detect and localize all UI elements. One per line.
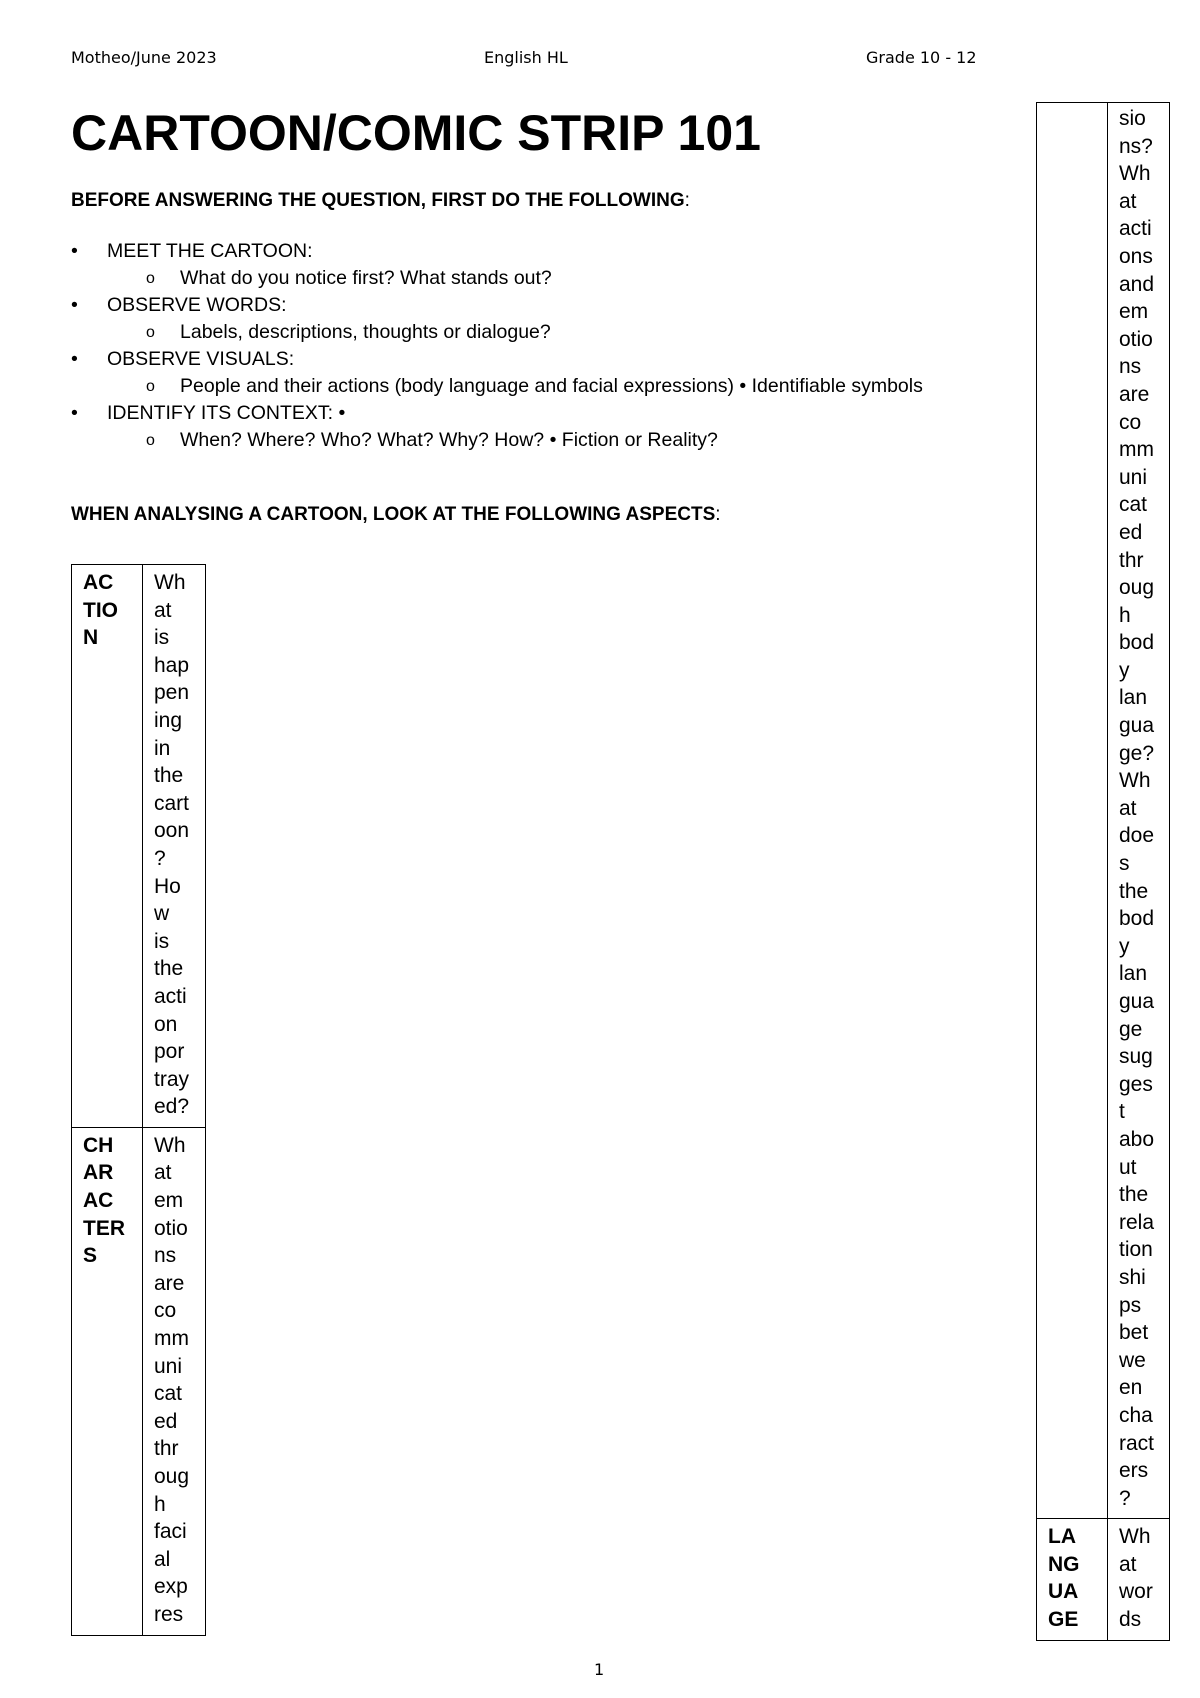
cell-line: por xyxy=(154,1040,185,1064)
characters-continued-lines xyxy=(1119,105,1158,1512)
cell-line: on xyxy=(154,1012,178,1036)
cell-line: we xyxy=(1119,1348,1146,1372)
cell-line: LA xyxy=(1048,1525,1076,1549)
step-label: OBSERVE WORDS: xyxy=(107,294,287,316)
cell-line: uni xyxy=(154,1354,183,1378)
cell-line: oon xyxy=(154,819,190,843)
aspects-table-left xyxy=(71,564,206,1636)
cell-line: sug xyxy=(1119,1045,1153,1069)
cell-line: res xyxy=(154,1602,184,1626)
cell-line: tion xyxy=(1119,1238,1153,1262)
cell-line: Wh xyxy=(154,1133,186,1157)
cell-line: the xyxy=(1119,1183,1149,1207)
cell-line: gua xyxy=(1119,714,1155,738)
aspects-table-right xyxy=(1036,102,1170,1641)
action-label xyxy=(72,565,143,1128)
cell-line: at xyxy=(154,598,172,622)
cell-line: ns xyxy=(1119,355,1142,379)
characters-label-lines xyxy=(83,1132,131,1270)
cell-line: ns? xyxy=(1119,134,1153,158)
page-title: CARTOON/COMIC STRIP 101 xyxy=(71,105,761,161)
cell-line: CH xyxy=(83,1133,114,1157)
cell-line: exp xyxy=(154,1575,188,1599)
table-row-characters-continued xyxy=(1037,103,1170,1519)
cell-line: TER xyxy=(83,1216,125,1240)
step-detail: o What do you notice first? What stands out? xyxy=(71,265,923,292)
step-label: MEET THE CARTOON: xyxy=(107,240,313,262)
cell-line: otio xyxy=(1119,327,1153,351)
table-row-language xyxy=(1037,1519,1170,1640)
cell-line: ons xyxy=(1119,244,1153,268)
page-number: 1 xyxy=(594,1660,605,1679)
cell-line: ing xyxy=(154,708,183,732)
table-row-action xyxy=(72,565,206,1128)
action-label-lines xyxy=(83,569,131,652)
analysing-heading: WHEN ANALYSING A CARTOON, LOOK AT THE FOLLOWING ASPECTS: xyxy=(71,504,721,525)
cell-line: h xyxy=(154,1492,166,1516)
cell-line: acti xyxy=(1119,217,1152,241)
cell-line: co xyxy=(1119,410,1142,434)
cell-line: t xyxy=(1119,1100,1125,1124)
list-item xyxy=(71,238,923,292)
characters-text xyxy=(143,1127,206,1635)
cell-line: bod xyxy=(1119,907,1155,931)
cell-line: ? xyxy=(1119,1486,1131,1510)
cell-line: em xyxy=(1119,300,1149,324)
cell-line: uni xyxy=(1119,465,1148,489)
header-center: English HL xyxy=(484,48,568,67)
cell-line: lan xyxy=(1119,962,1148,986)
table-row-characters xyxy=(72,1127,206,1635)
cell-line: h xyxy=(1119,603,1131,627)
cell-line: doe xyxy=(1119,824,1155,848)
cell-line: in xyxy=(154,736,171,760)
cell-line: hap xyxy=(154,653,190,677)
cell-line: s xyxy=(1119,852,1130,876)
cell-line: GE xyxy=(1048,1608,1079,1632)
cell-line: pen xyxy=(154,681,190,705)
cell-line: gua xyxy=(1119,990,1155,1013)
action-text-lines xyxy=(154,569,194,1121)
cell-line: Wh xyxy=(154,571,186,594)
cell-line: tray xyxy=(154,1067,190,1091)
cell-line: at xyxy=(154,1161,172,1185)
cell-line: shi xyxy=(1119,1265,1146,1289)
cell-line: ns xyxy=(154,1244,177,1268)
cell-line: ps xyxy=(1119,1293,1142,1317)
cell-line: thr xyxy=(1119,548,1144,572)
cell-line: the xyxy=(154,957,184,981)
cell-line: oug xyxy=(154,1465,190,1488)
cell-line: sio xyxy=(1119,107,1146,130)
header-right: Grade 10 - 12 xyxy=(866,48,977,67)
cell-line: en xyxy=(1119,1376,1143,1400)
cell-line: rela xyxy=(1119,1210,1155,1234)
cell-line: thr xyxy=(154,1437,179,1461)
cell-line: ds xyxy=(1119,1608,1142,1632)
cell-line: co xyxy=(154,1299,177,1323)
cell-line: cha xyxy=(1119,1403,1153,1427)
cell-line: AC xyxy=(83,571,114,594)
cell-line: al xyxy=(154,1547,171,1571)
cell-line: faci xyxy=(154,1520,187,1544)
cell-line: em xyxy=(154,1189,184,1213)
cell-line: S xyxy=(83,1244,98,1268)
cell-line: ed xyxy=(154,1409,178,1433)
language-label xyxy=(1037,1519,1108,1640)
cell-line: ges xyxy=(1119,1072,1153,1096)
list-item xyxy=(71,346,923,400)
cell-line: NG xyxy=(1048,1552,1080,1576)
cell-line: Wh xyxy=(1119,1525,1151,1549)
cell-line: w xyxy=(154,902,170,926)
cell-line: the xyxy=(1119,879,1149,903)
steps-list xyxy=(71,238,923,454)
cell-line: AR xyxy=(83,1161,114,1185)
list-item xyxy=(71,292,923,346)
cell-line: ers xyxy=(1119,1459,1149,1483)
cell-line: at xyxy=(1119,796,1137,820)
cell-line: the xyxy=(154,764,184,788)
characters-label xyxy=(72,1127,143,1635)
cell-line: is xyxy=(154,929,170,953)
cell-line: ge? xyxy=(1119,741,1155,765)
cell-line: ed xyxy=(1119,520,1143,544)
cell-line: ge xyxy=(1119,1017,1143,1041)
characters-text-continued xyxy=(1108,103,1170,1519)
cell-line: ed? xyxy=(154,1095,190,1119)
cell-line: N xyxy=(83,626,99,650)
cell-line: cart xyxy=(154,791,190,815)
step-detail: o Labels, descriptions, thoughts or dialogue? xyxy=(71,319,923,346)
cell-line: otio xyxy=(154,1216,188,1240)
cell-line: are xyxy=(1119,382,1150,406)
cell-line: ut xyxy=(1119,1155,1137,1179)
step-detail: o People and their actions (body language and facial expressions) • Identifiable symbols xyxy=(71,373,923,400)
cell-line: UA xyxy=(1048,1580,1079,1604)
cell-line: bet xyxy=(1119,1321,1149,1345)
cell-line: abo xyxy=(1119,1127,1155,1151)
cell-line: bod xyxy=(1119,631,1155,655)
cell-line: AC xyxy=(83,1189,114,1213)
cell-line: cat xyxy=(154,1382,183,1406)
cell-line: lan xyxy=(1119,686,1148,710)
language-label-lines xyxy=(1048,1523,1096,1633)
cell-line: mm xyxy=(154,1327,189,1351)
cell-line: Wh xyxy=(1119,162,1151,186)
before-heading: BEFORE ANSWERING THE QUESTION, FIRST DO THE FOLLOWING: xyxy=(71,190,690,211)
characters-text-lines xyxy=(154,1132,194,1629)
cell-line: are xyxy=(154,1271,185,1295)
cell-line: ? xyxy=(154,846,166,870)
cell-line: is xyxy=(154,626,170,650)
cell-line: y xyxy=(1119,658,1130,682)
before-heading-text: BEFORE ANSWERING THE QUESTION, FIRST DO THE FOLLOWING xyxy=(71,190,685,211)
cell-line: and xyxy=(1119,272,1155,296)
cell-line: wor xyxy=(1119,1580,1153,1604)
language-text xyxy=(1108,1519,1170,1640)
step-label: IDENTIFY ITS CONTEXT: • xyxy=(107,402,346,424)
cell-line: y xyxy=(1119,934,1130,958)
characters-label-continued xyxy=(1037,103,1108,1519)
step-detail: o When? Where? Who? What? Why? How? • Fiction or Reality? xyxy=(71,427,923,454)
cell-line: at xyxy=(1119,189,1137,213)
action-text xyxy=(143,565,206,1128)
analysing-heading-text: WHEN ANALYSING A CARTOON, LOOK AT THE FOLLOWING ASPECTS xyxy=(71,504,716,525)
cell-line: acti xyxy=(154,984,187,1008)
cell-line: at xyxy=(1119,1552,1137,1576)
cell-line: cat xyxy=(1119,493,1148,517)
cell-line: Wh xyxy=(1119,769,1151,793)
language-text-lines xyxy=(1119,1523,1158,1633)
cell-line: TIO xyxy=(83,598,118,622)
cell-line: ract xyxy=(1119,1431,1155,1455)
list-item xyxy=(71,400,923,454)
cell-line: mm xyxy=(1119,438,1154,462)
cell-line: Ho xyxy=(154,874,181,898)
step-label: OBSERVE VISUALS: xyxy=(107,348,295,370)
cell-line: oug xyxy=(1119,576,1155,600)
header-left: Motheo/June 2023 xyxy=(71,48,217,67)
